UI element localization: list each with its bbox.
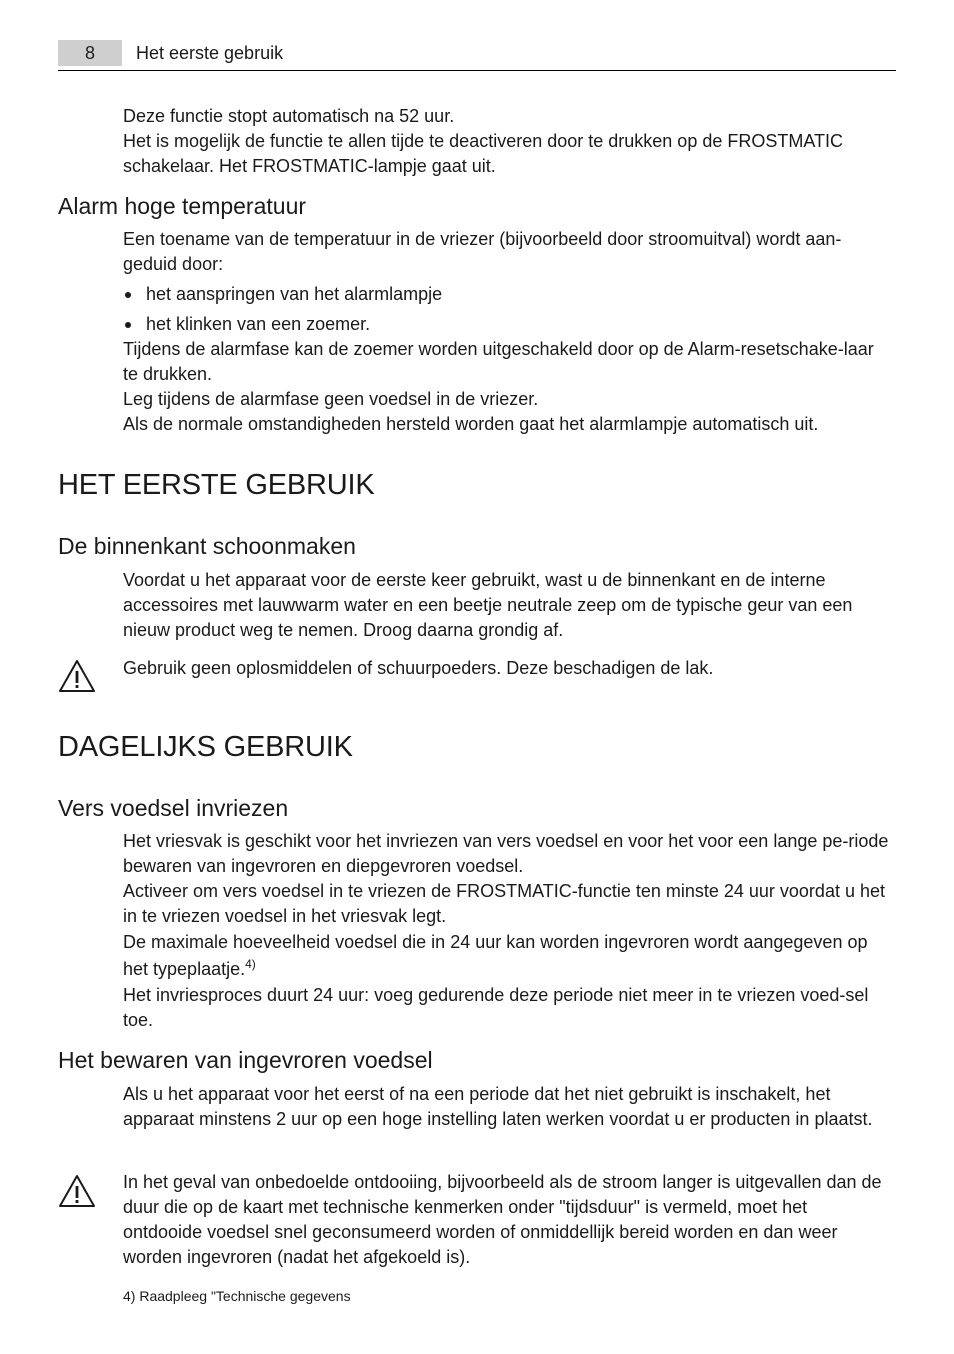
footnote-ref: 4) [245,957,256,971]
alarm-section [123,227,891,437]
alarm-bullet-list [123,282,891,337]
freezing-text-3-start: De maximale hoeveelheid voedsel die in 24 uur kan worden ingevroren wordt aangegeven op het [123,932,868,979]
header-divider [58,70,896,71]
list-item: het aanspringen van het alarmlampje [123,282,891,307]
cleaning-warning-text: Gebruik geen oplosmiddelen of schuurpoeders. Deze beschadigen de lak. [123,658,714,678]
storing-text: Als u het apparaat voor het eerst of na een periode dat het niet gebruikt is inschakelt, het apparaat minstens 2 uur op een hoge instelling laten werken voordat u er producten in plaatst. [123,1084,873,1129]
freezing-text-2: Activeer om vers voedsel in te vriezen de FROSTMATIC-functie ten minste 24 uur voordat u het in te vriezen voedsel in het vriesvak legt. [123,881,885,926]
freezing-section [123,829,891,1033]
list-item: het klinken van een zoemer. [123,312,891,337]
alarm-restore-text: Als de normale omstandigheden hersteld worden gaat het alarmlampje automatisch uit. [123,414,819,434]
cleaning-text: Voordat u het apparaat voor de eerste keer gebruikt, wast u de binnenkant en de interne accessoires met lauwwarm water en een beetje neutrale zeep om de typische geur van een nieuw product weg te nemen. Droog daarna grondig af. [123,570,853,640]
alarm-heading: Alarm hoge temperatuur [58,193,307,219]
freezing-text-4: Het invriesproces duurt 24 uur: voeg gedurende deze periode niet meer in te vriezen voed-sel toe. [123,985,869,1030]
intro-line-2: Het is mogelijk de functie te allen tijde te deactiveren door te drukken op de FROSTMATIC schakelaar. Het FROSTMATIC-lampje gaat uit. [123,131,844,176]
alarm-reset-text: Tijdens de alarmfase kan de zoemer worden uitgeschakeld door op de Alarm-resetschake-laar te drukken. [123,339,874,384]
freezing-heading: Vers voedsel invriezen [58,795,289,821]
storing-heading: Het bewaren van ingevroren voedsel [58,1047,433,1073]
cleaning-heading: De binnenkant schoonmaken [58,533,356,559]
page-number: 8 [58,40,122,66]
footnote: 4) Raadpleeg "Technische gegevens [123,1288,351,1304]
intro-line-1: Deze functie stopt automatisch na 52 uur. [123,106,455,126]
section-title-first-use: HET EERSTE GEBRUIK [58,469,375,501]
freezing-text-1: Het vriesvak is geschikt voor het invriezen van vers voedsel en voor het voor een lange pe-riode bewaren van ingevroren en diepgevroren voedsel. [123,831,889,876]
warning-icon [58,1174,96,1208]
intro-text [123,104,891,179]
warning-icon [58,659,96,693]
storing-warning-text: In het geval van onbedoelde ontdooiing, bijvoorbeeld als de stroom langer is uitgevallen dan de duur die op de kaart met technische kenmerken onder "tijdsduur" is vermeld, moet het ontdooide voedsel snel geconsumeerd worden of onmiddellijk bereid worden en dan weer worden ingevroren (nadat het afgekoeld is). [123,1172,882,1267]
typeplate-link[interactable]: typeplaatje. [153,959,246,979]
alarm-intro: Een toename van de temperatuur in de vriezer (bijvoorbeeld door stroomuitval) wordt aan-geduid door: [123,229,842,274]
freezing-text-3 [123,929,891,983]
running-header: Het eerste gebruik [136,43,284,63]
alarm-no-food-text: Leg tijdens de alarmfase geen voedsel in de vriezer. [123,389,539,409]
section-title-daily-use: DAGELIJKS GEBRUIK [58,731,353,763]
